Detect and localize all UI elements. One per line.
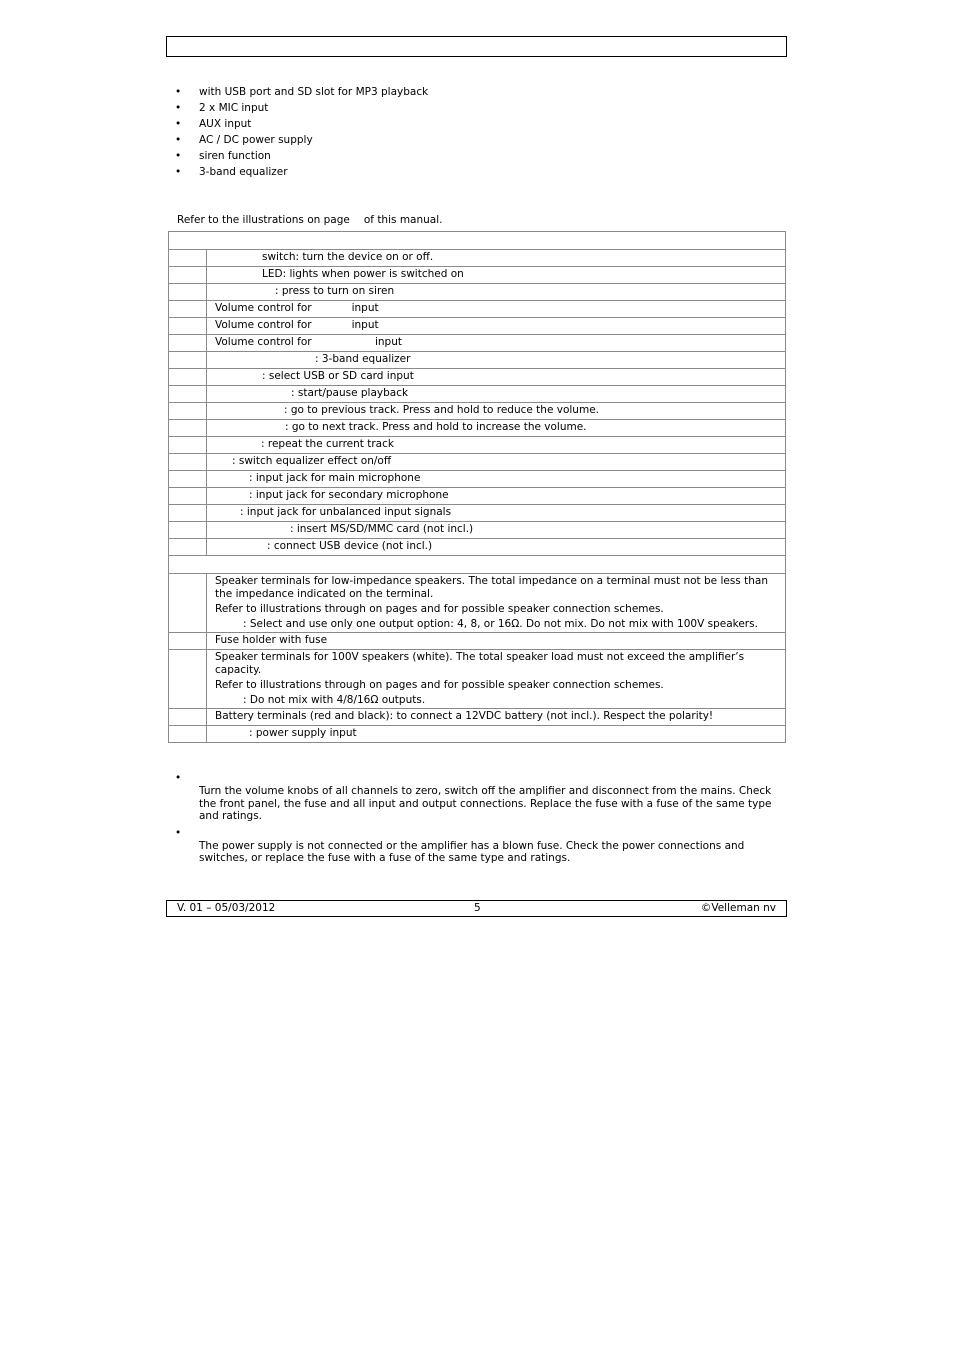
table-row [169,403,786,420]
table-row [169,488,786,505]
feature-item: • AC / DC power supply [175,133,428,149]
front-row-description: : input jack for unbalanced input signals [207,505,786,522]
front-row-description: : go to next track. Press and hold to increase the volume. [207,420,786,437]
table-row [169,352,786,369]
table-row [169,318,786,335]
table-row [169,301,786,318]
speaker-100v-note: : Do not mix with 4/8/16Ω outputs. [243,694,426,706]
feature-item: • 3-band equalizer [175,165,428,181]
table-row [169,709,786,726]
table-row [169,420,786,437]
table-row [169,267,786,284]
front-row-description: : 3-band equalizer [207,352,786,369]
speaker-100v-refer: Refer to illustrations through on pages and for possible speaker connection schemes. [215,679,664,691]
table-row [169,471,786,488]
front-row-description: : start/pause playback [207,386,786,403]
table-row [169,633,786,650]
table-row [169,335,786,352]
header-box [166,36,787,57]
front-row-description: : input jack for main microphone [207,471,786,488]
table-row [169,574,786,633]
overview-intro [177,214,442,226]
feature-item: • AUX input [175,117,428,133]
power-input-text: : power supply input [207,726,786,743]
table-row [169,726,786,743]
speaker-low-refer: Refer to illustrations through on pages and for possible speaker connection schemes. [215,603,664,615]
table-row [169,454,786,471]
intro-text-a: Refer to the illustrations on page [177,214,350,226]
front-row-description: Volume control for input [207,318,786,335]
front-row-description: : go to previous track. Press and hold to reduce the volume. [207,403,786,420]
table-row [169,505,786,522]
front-row-description: LED: lights when power is switched on [207,267,786,284]
battery-terminals-text: Battery terminals (red and black): to connect a 12VDC battery (not incl.). Respect the polarity! [207,709,786,726]
troubleshooting-body: • The power supply is not connected or the amplifier has a blown fuse. Check the power connections and switches, or replace the fuse with a fuse of the same type and ratings. [199,839,745,864]
table-row [169,250,786,267]
speaker-low-text: Speaker terminals for low-impedance speakers. The total impedance on a terminal must not be less than the impedance indicated on the terminal. [215,575,768,600]
front-row-description: Volume control for input [207,301,786,318]
intro-text-b: of this manual. [363,214,443,226]
rear-panel-heading-row [169,556,786,574]
troubleshooting-list [175,772,775,869]
table-row [169,284,786,301]
feature-item: • with USB port and SD slot for MP3 playback [175,85,428,101]
description-table [168,231,786,743]
fuse-holder-text: Fuse holder with fuse [207,633,786,650]
front-row-description: : select USB or SD card input [207,369,786,386]
footer-page-number: 5 [474,902,481,914]
front-row-description: : connect USB device (not incl.) [207,539,786,556]
front-panel-heading-row [169,232,786,250]
table-row [169,437,786,454]
feature-item: • siren function [175,149,428,165]
footer-version: V. 01 – 05/03/2012 [177,902,276,914]
front-row-description: : input jack for secondary microphone [207,488,786,505]
table-row [169,539,786,556]
troubleshooting-item [175,827,775,865]
front-row-description: : insert MS/SD/MMC card (not incl.) [207,522,786,539]
troubleshooting-title [199,772,775,785]
troubleshooting-title [199,827,775,840]
page-footer [166,900,787,917]
table-row [169,650,786,709]
front-row-description: switch: turn the device on or off. [207,250,786,267]
front-row-description: : press to turn on siren [207,284,786,301]
speaker-low-note: : Select and use only one output option: 4, 8, or 16Ω. Do not mix. Do not mix with 100V speakers. [243,618,758,630]
front-row-description: Volume control for input [207,335,786,352]
table-row [169,522,786,539]
speaker-100v-text: Speaker terminals for 100V speakers (white). The total speaker load must not exceed the amplifier’s capacity. [215,651,745,676]
front-row-description: : repeat the current track [207,437,786,454]
table-row [169,369,786,386]
table-row [169,386,786,403]
footer-copyright: ©Velleman nv [700,902,776,914]
front-row-description: : switch equalizer effect on/off [207,454,786,471]
feature-item: • 2 x MIC input [175,101,428,117]
troubleshooting-item [175,772,775,823]
features-list [175,85,428,181]
troubleshooting-body: • Turn the volume knobs of all channels to zero, switch off the amplifier and disconnect from the mains. Check the front panel, the fuse and all input and output connections. Replace the fuse with a fuse of the same type and ratings. [199,785,772,822]
